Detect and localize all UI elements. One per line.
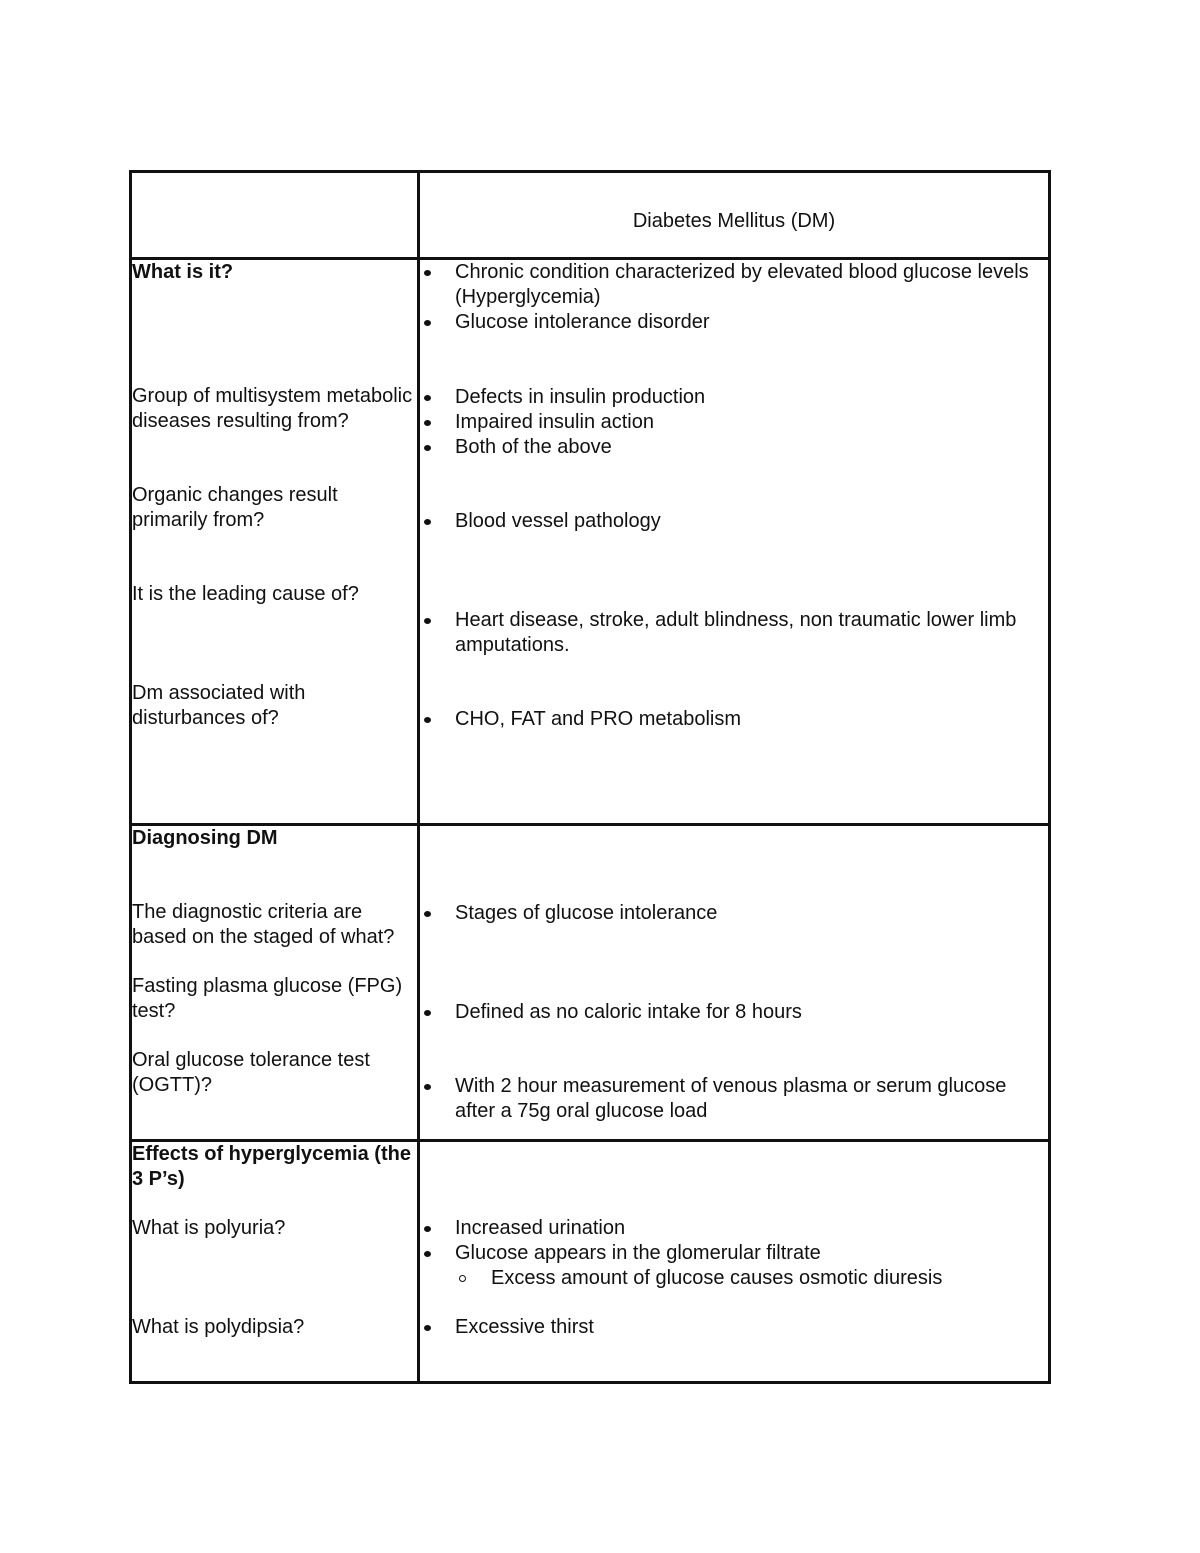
section1-q1-answers (420, 385, 1048, 460)
list-item: Stages of glucose intolerance (455, 901, 1048, 926)
section1-question-1: Group of multisystem metabolic diseases resulting from? (132, 385, 413, 432)
list-item-text: Glucose appears in the glomerular filtrate (455, 1242, 821, 1264)
section2-answers (419, 825, 1050, 1141)
list-item: Excessive thirst (455, 1315, 1048, 1340)
section1-heading: What is it? (132, 261, 234, 283)
list-item: Blood vessel pathology (455, 509, 1048, 534)
section2-question-1: The diagnostic criteria are based on the staged of what? (132, 901, 395, 948)
section3-heading: Effects of hyperglycemia (the 3 P’s) (132, 1143, 411, 1190)
section3-question-1: What is polyuria? (132, 1217, 286, 1239)
list-item: Impaired insulin action (455, 410, 1048, 435)
section3-answers (419, 1141, 1050, 1383)
list-item: Heart disease, stroke, adult blindness, non traumatic lower limb amputations. (455, 608, 1048, 658)
header-title: Diabetes Mellitus (DM) (632, 210, 836, 232)
list-item (455, 1241, 1048, 1266)
section1-question-2: Organic changes result primarily from? (132, 484, 338, 531)
list-item: Increased urination (455, 1216, 1048, 1241)
section3-q2-answers (420, 1315, 1048, 1340)
list-item: Chronic condition characterized by elevated blood glucose levels (Hyperglycemia) (455, 260, 1048, 310)
section-what-is-it (131, 259, 1050, 825)
list-item: Both of the above (455, 435, 1048, 460)
sub-list-item: Excess amount of glucose causes osmotic diuresis (491, 1266, 1048, 1291)
section1-q3-answers (420, 608, 1048, 658)
section2-q2-answers (420, 1000, 1048, 1025)
section1-answers (419, 259, 1050, 825)
section3-question-2: What is polydipsia? (132, 1316, 305, 1338)
header-row (131, 172, 1050, 259)
list-item: Defined as no caloric intake for 8 hours (455, 1000, 1048, 1025)
list-item: CHO, FAT and PRO metabolism (455, 707, 1048, 732)
section-diagnosing (131, 825, 1050, 1141)
section1-heading-answers (420, 260, 1048, 335)
list-item: Glucose intolerance disorder (455, 310, 1048, 335)
section2-q1-answers (420, 901, 1048, 926)
section1-questions (131, 259, 419, 825)
section2-heading: Diagnosing DM (132, 827, 278, 849)
section3-q1-answers (420, 1216, 1048, 1266)
section1-q2-answers (420, 509, 1048, 534)
section1-question-3: It is the leading cause of? (132, 583, 359, 605)
header-right-cell (419, 172, 1050, 259)
section1-question-4: Dm associated with disturbances of? (132, 682, 306, 729)
section-hyperglycemia (131, 1141, 1050, 1383)
list-item: Defects in insulin production (455, 385, 1048, 410)
section2-questions (131, 825, 419, 1141)
section1-q4-answers (420, 707, 1048, 732)
header-left-cell (131, 172, 419, 259)
list-item: With 2 hour measurement of venous plasma or serum glucose after a 75g oral glucose load (455, 1074, 1048, 1124)
section2-question-3: Oral glucose tolerance test (OGTT)? (132, 1049, 370, 1096)
section3-questions (131, 1141, 419, 1383)
dm-table (129, 170, 1051, 1384)
section2-q3-answers (420, 1074, 1048, 1124)
section2-question-2: Fasting plasma glucose (FPG) test? (132, 975, 403, 1022)
section3-q1-subanswers (420, 1266, 1048, 1291)
